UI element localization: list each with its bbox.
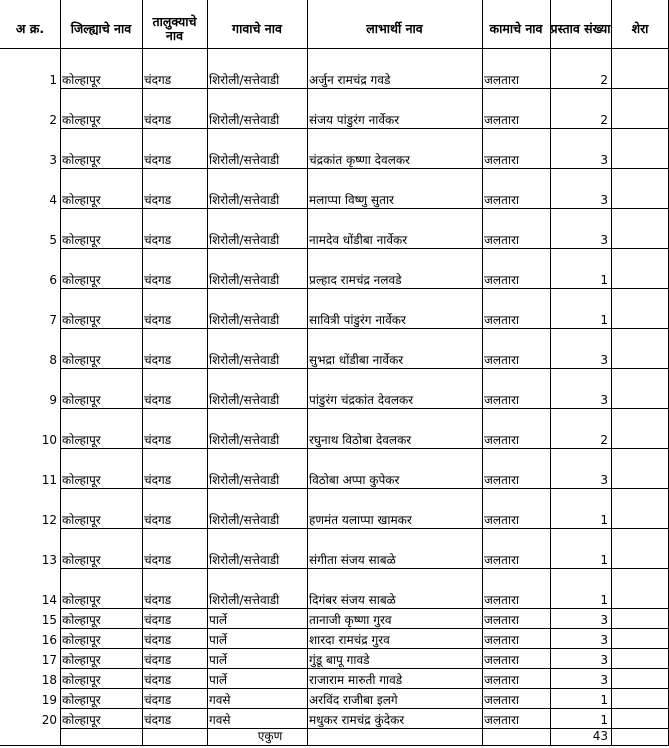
header-beneficiary-text: लाभार्थी नाव	[366, 21, 423, 36]
cell-work: जलतारा	[484, 313, 520, 327]
cell-village: पार्ले	[209, 633, 228, 647]
cell-beneficiary: पांडुरंग चंद्रकांत देवलकर	[309, 393, 414, 407]
cell-village: पार्ले	[209, 613, 228, 627]
header-taluka	[142, 10, 207, 48]
cell-district: कोल्हापूर	[62, 273, 101, 287]
header-taluka-text: तालुक्याचे नाव	[152, 14, 197, 43]
row-divider	[60, 208, 669, 209]
header-serial	[0, 10, 60, 48]
cell-beneficiary: प्रल्हाद रामचंद्र नलवडे	[309, 273, 402, 287]
header-proposals-text: प्रस्ताव संख्या	[550, 21, 611, 36]
cell-remarks	[611, 313, 669, 328]
cell-beneficiary: संजय पांडुरंग नार्वेकर	[309, 113, 400, 127]
cell-district: कोल्हापूर	[62, 113, 101, 127]
cell-sr: 3	[49, 153, 57, 167]
cell-sr: 18	[41, 673, 57, 687]
row-divider	[60, 708, 669, 709]
cell-taluka: चंदगड	[144, 73, 172, 87]
cell-taluka: चंदगड	[144, 553, 172, 567]
cell-taluka: चंदगड	[144, 633, 172, 647]
cell-beneficiary: रघुनाथ विठोबा देवलकर	[309, 433, 412, 447]
cell-proposals: 3	[600, 673, 608, 687]
column-divider	[60, 0, 61, 745]
cell-remarks	[611, 393, 669, 408]
cell-taluka: चंदगड	[144, 693, 172, 707]
row-divider	[60, 248, 669, 249]
cell-sr: 11	[41, 473, 57, 487]
header-district	[60, 10, 142, 48]
cell-village: शिरोली/सत्तेवाडी	[209, 313, 280, 327]
cell-beneficiary: चंद्रकांत कृष्णा देवलकर	[309, 153, 410, 167]
cell-proposals: 2	[600, 73, 608, 87]
cell-sr: 20	[41, 713, 57, 727]
cell-taluka: चंदगड	[144, 273, 172, 287]
cell-village: शिरोली/सत्तेवाडी	[209, 353, 280, 367]
cell-district: कोल्हापूर	[62, 313, 101, 327]
cell-work: जलतारा	[484, 353, 520, 367]
cell-remarks	[611, 273, 669, 288]
cell-taluka: चंदगड	[144, 393, 172, 407]
cell-district: कोल्हापूर	[62, 193, 101, 207]
row-divider	[60, 488, 669, 489]
cell-proposals: 3	[600, 653, 608, 667]
cell-sr: 5	[49, 233, 57, 247]
header-work-text: कामाचे नाव	[489, 21, 543, 36]
cell-proposals: 2	[600, 113, 608, 127]
cell-remarks	[611, 713, 669, 728]
cell-taluka: चंदगड	[144, 673, 172, 687]
cell-remarks	[611, 73, 669, 88]
cell-sr: 7	[49, 313, 57, 327]
row-divider	[60, 728, 669, 729]
cell-remarks	[611, 553, 669, 568]
cell-village: शिरोली/सत्तेवाडी	[209, 153, 280, 167]
row-divider	[60, 408, 669, 409]
cell-village: शिरोली/सत्तेवाडी	[209, 553, 280, 567]
cell-taluka: चंदगड	[144, 593, 172, 607]
row-divider	[60, 528, 669, 529]
cell-district: कोल्हापूर	[62, 593, 101, 607]
cell-district: कोल्हापूर	[62, 153, 101, 167]
cell-beneficiary: विठोबा अप्पा कुपेकर	[309, 473, 400, 487]
cell-beneficiary: संगीता संजय साबळे	[309, 553, 396, 567]
row-divider	[60, 628, 669, 629]
row-divider	[60, 328, 669, 329]
cell-district: कोल्हापूर	[62, 233, 101, 247]
cell-taluka: चंदगड	[144, 193, 172, 207]
total-divider	[0, 745, 669, 746]
cell-proposals: 3	[600, 353, 608, 367]
total-label: एकुण	[257, 729, 283, 743]
cell-proposals: 1	[600, 313, 608, 327]
cell-work: जलतारा	[484, 433, 520, 447]
cell-work: जलतारा	[484, 553, 520, 567]
row-divider	[60, 688, 669, 689]
cell-village: शिरोली/सत्तेवाडी	[209, 513, 280, 527]
row-divider	[60, 128, 669, 129]
cell-remarks	[611, 233, 669, 248]
cell-sr: 4	[49, 193, 57, 207]
cell-remarks	[611, 633, 669, 648]
row-divider	[60, 448, 669, 449]
cell-proposals: 3	[600, 193, 608, 207]
cell-work: जलतारा	[484, 113, 520, 127]
cell-sr: 1	[49, 73, 57, 87]
cell-district: कोल्हापूर	[62, 633, 101, 647]
column-divider	[207, 0, 208, 745]
cell-remarks	[611, 593, 669, 608]
cell-sr: 13	[41, 553, 57, 567]
header-work	[482, 10, 550, 48]
row-divider	[60, 368, 669, 369]
cell-proposals: 3	[600, 613, 608, 627]
cell-taluka: चंदगड	[144, 433, 172, 447]
header-district-text: जिल्ह्याचे नाव	[70, 21, 132, 36]
cell-district: कोल्हापूर	[62, 353, 101, 367]
cell-taluka: चंदगड	[144, 653, 172, 667]
cell-work: जलतारा	[484, 633, 520, 647]
header-village	[207, 10, 307, 48]
cell-proposals: 3	[600, 153, 608, 167]
cell-village: शिरोली/सत्तेवाडी	[209, 473, 280, 487]
cell-proposals: 3	[600, 233, 608, 247]
cell-beneficiary: मलाप्पा विष्णु सुतार	[309, 193, 394, 207]
cell-taluka: चंदगड	[144, 353, 172, 367]
column-divider	[307, 0, 308, 745]
cell-beneficiary: दिगंबर संजय साबळे	[309, 593, 396, 607]
cell-sr: 16	[41, 633, 57, 647]
cell-beneficiary: सुभद्रा धोंडीबा नार्वेकर	[309, 353, 404, 367]
cell-sr: 14	[41, 593, 57, 607]
cell-proposals: 1	[600, 593, 608, 607]
cell-remarks	[611, 513, 669, 528]
cell-beneficiary: शारदा रामचंद्र गुरव	[309, 633, 390, 647]
cell-district: कोल्हापूर	[62, 433, 101, 447]
cell-district: कोल्हापूर	[62, 393, 101, 407]
cell-beneficiary: तानाजी कृष्णा गुरव	[309, 613, 392, 627]
cell-district: कोल्हापूर	[62, 693, 101, 707]
cell-sr: 17	[41, 653, 57, 667]
cell-work: जलतारा	[484, 653, 520, 667]
cell-village: गवसे	[209, 713, 231, 727]
cell-sr: 2	[49, 113, 57, 127]
cell-remarks	[611, 473, 669, 488]
cell-district: कोल्हापूर	[62, 653, 101, 667]
cell-village: शिरोली/सत्तेवाडी	[209, 193, 280, 207]
cell-beneficiary: नामदेव धोंडीबा नार्वेकर	[309, 233, 408, 247]
cell-sr: 8	[49, 353, 57, 367]
row-divider	[60, 288, 669, 289]
cell-taluka: चंदगड	[144, 113, 172, 127]
cell-village: शिरोली/सत्तेवाडी	[209, 393, 280, 407]
column-divider	[142, 0, 143, 745]
cell-village: गवसे	[209, 693, 231, 707]
cell-district: कोल्हापूर	[62, 673, 101, 687]
cell-village: शिरोली/सत्तेवाडी	[209, 273, 280, 287]
cell-village: शिरोली/सत्तेवाडी	[209, 233, 280, 247]
cell-taluka: चंदगड	[144, 713, 172, 727]
cell-district: कोल्हापूर	[62, 613, 101, 627]
cell-sr: 15	[41, 613, 57, 627]
row-divider	[60, 608, 669, 609]
header-beneficiary	[307, 10, 482, 48]
cell-beneficiary: हणमंत यलाप्पा खामकर	[309, 513, 412, 527]
row-divider	[60, 568, 669, 569]
cell-village: शिरोली/सत्तेवाडी	[209, 113, 280, 127]
cell-work: जलतारा	[484, 193, 520, 207]
cell-sr: 9	[49, 393, 57, 407]
cell-district: कोल्हापूर	[62, 513, 101, 527]
cell-taluka: चंदगड	[144, 473, 172, 487]
header-serial-text: अ क्र.	[15, 21, 45, 36]
row-divider	[60, 668, 669, 669]
cell-proposals: 3	[600, 473, 608, 487]
total-value: 43	[592, 729, 608, 743]
cell-beneficiary: मधुकर रामचंद्र कुंदेकर	[309, 713, 405, 727]
cell-remarks	[611, 673, 669, 688]
cell-remarks	[611, 433, 669, 448]
cell-work: जलतारा	[484, 473, 520, 487]
cell-proposals: 1	[600, 713, 608, 727]
cell-district: कोल्हापूर	[62, 553, 101, 567]
cell-work: जलतारा	[484, 613, 520, 627]
row-divider	[60, 168, 669, 169]
cell-work: जलतारा	[484, 233, 520, 247]
cell-remarks	[611, 153, 669, 168]
cell-work: जलतारा	[484, 73, 520, 87]
header-divider	[0, 48, 669, 49]
cell-work: जलतारा	[484, 673, 520, 687]
cell-proposals: 2	[600, 433, 608, 447]
column-divider	[550, 0, 551, 745]
cell-district: कोल्हापूर	[62, 73, 101, 87]
cell-work: जलतारा	[484, 393, 520, 407]
cell-proposals: 1	[600, 693, 608, 707]
header-remarks-text: शेरा	[631, 21, 649, 36]
header-remarks	[611, 10, 669, 48]
column-divider	[482, 0, 483, 745]
cell-taluka: चंदगड	[144, 613, 172, 627]
header-proposals	[550, 10, 611, 48]
cell-work: जलतारा	[484, 593, 520, 607]
cell-remarks	[611, 113, 669, 128]
cell-work: जलतारा	[484, 153, 520, 167]
cell-proposals: 3	[600, 393, 608, 407]
cell-taluka: चंदगड	[144, 233, 172, 247]
cell-beneficiary: अर्जुन रामचंद्र गवडे	[309, 73, 391, 87]
row-divider	[60, 88, 669, 89]
cell-proposals: 1	[600, 273, 608, 287]
cell-sr: 12	[41, 513, 57, 527]
cell-beneficiary: अरविंद राजीबा इलगे	[309, 693, 398, 707]
cell-district: कोल्हापूर	[62, 473, 101, 487]
cell-taluka: चंदगड	[144, 313, 172, 327]
cell-beneficiary: गुंडू बापू गावडे	[309, 653, 370, 667]
cell-remarks	[611, 653, 669, 668]
cell-remarks	[611, 613, 669, 628]
cell-work: जलतारा	[484, 693, 520, 707]
cell-proposals: 1	[600, 553, 608, 567]
cell-work: जलतारा	[484, 273, 520, 287]
cell-remarks	[611, 353, 669, 368]
cell-proposals: 3	[600, 633, 608, 647]
cell-village: शिरोली/सत्तेवाडी	[209, 433, 280, 447]
cell-beneficiary: राजाराम मारुती गावडे	[309, 673, 403, 687]
cell-district: कोल्हापूर	[62, 713, 101, 727]
cell-village: शिरोली/सत्तेवाडी	[209, 593, 280, 607]
cell-beneficiary: सावित्री पांडुरंग नार्वेकर	[309, 313, 406, 327]
cell-work: जलतारा	[484, 713, 520, 727]
cell-sr: 19	[41, 693, 57, 707]
cell-village: शिरोली/सत्तेवाडी	[209, 73, 280, 87]
cell-taluka: चंदगड	[144, 153, 172, 167]
cell-remarks	[611, 693, 669, 708]
header-village-text: गावाचे नाव	[232, 21, 282, 36]
row-divider	[60, 648, 669, 649]
cell-work: जलतारा	[484, 513, 520, 527]
cell-remarks	[611, 193, 669, 208]
cell-sr: 6	[49, 273, 57, 287]
cell-proposals: 1	[600, 513, 608, 527]
column-divider	[611, 0, 612, 745]
cell-village: पार्ले	[209, 673, 228, 687]
cell-taluka: चंदगड	[144, 513, 172, 527]
cell-sr: 10	[41, 433, 57, 447]
cell-village: पार्ले	[209, 653, 228, 667]
